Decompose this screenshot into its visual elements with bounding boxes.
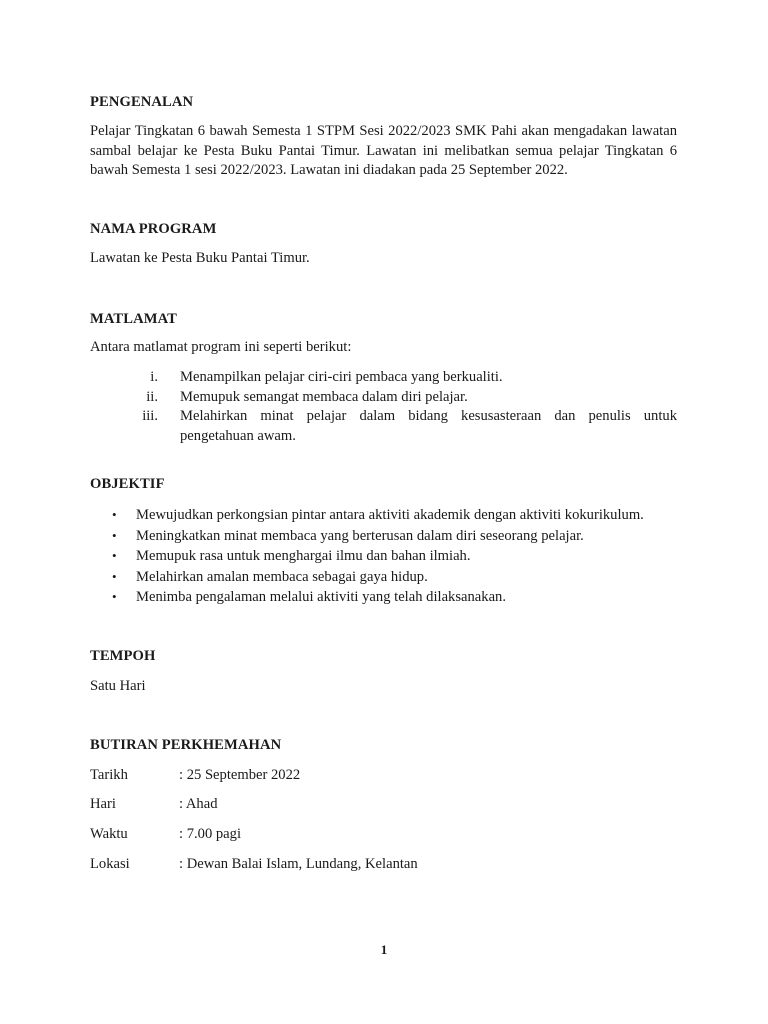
bullet-icon: • xyxy=(112,568,117,584)
bullet-icon: • xyxy=(112,527,117,543)
bullet-icon: • xyxy=(112,507,117,522)
paragraph-pengenalan: Pelajar Tingkatan 6 bawah Semesta 1 STPM Sesi 2022/2023 SMK Pahi akan mengadakan lawatan sambal belajar ke Pesta Buku Pantai Timur. Lawatan ini melibatkan semua pelajar Tingkatan 6 bawah Semesta 1 sesi 2022/2023. Lawatan ini diadakan pada 25 September 2022. xyxy=(90,123,677,178)
section-matlamat-intro xyxy=(90,338,677,358)
list-item-text: Memupuk semangat membaca dalam diri pelajar. xyxy=(180,388,468,405)
bullet-icon: • xyxy=(112,589,117,604)
list-item xyxy=(90,546,677,567)
section-objektif xyxy=(90,475,677,494)
detail-row-lokasi xyxy=(90,854,677,874)
section-pengenalan xyxy=(90,93,677,112)
section-heading: BUTIRAN PERKHEMAHAN xyxy=(90,737,282,753)
section-butiran xyxy=(90,736,677,755)
list-item xyxy=(90,526,677,547)
list-item-text: Mewujudkan perkongsian pintar antara aktiviti akademik dengan aktiviti kokurikulum. xyxy=(136,507,644,523)
detail-value: : Ahad xyxy=(179,796,218,812)
objektif-list xyxy=(90,505,677,608)
section-tempoh xyxy=(90,647,677,666)
list-item xyxy=(90,388,677,408)
detail-row-tarikh xyxy=(90,765,677,785)
list-item-text: Melahirkan amalan membaca sebagai gaya hidup. xyxy=(136,568,428,585)
detail-value: : 25 September 2022 xyxy=(179,767,301,783)
list-item-text: Memupuk rasa untuk menghargai ilmu dan bahan ilmiah. xyxy=(136,548,471,564)
detail-row-waktu xyxy=(90,824,677,844)
list-item-text: Melahirkan minat pelajar dalam bidang kesusasteraan dan penulis untuk pengetahuan awam. xyxy=(180,408,677,444)
section-heading: PENGENALAN xyxy=(90,94,194,110)
detail-value: : Dewan Balai Islam, Lundang, Kelantan xyxy=(179,856,418,872)
list-item-text: Menimba pengalaman melalui aktiviti yang telah dilaksanakan. xyxy=(136,589,506,605)
list-item xyxy=(90,567,677,588)
bullet-icon: • xyxy=(112,548,117,563)
section-nama-program xyxy=(90,220,677,239)
section-tempoh-body xyxy=(90,677,677,697)
detail-value: : 7.00 pagi xyxy=(179,826,242,842)
detail-row-hari xyxy=(90,794,677,814)
paragraph-tempoh: Satu Hari xyxy=(90,678,146,694)
list-item-text: Meningkatkan minat membaca yang berterusan dalam diri seseorang pelajar. xyxy=(136,527,584,544)
section-matlamat xyxy=(90,310,677,329)
list-item-number: iii. xyxy=(142,408,158,424)
list-item xyxy=(90,368,677,388)
section-heading: MATLAMAT xyxy=(90,311,178,327)
detail-label: Waktu xyxy=(90,826,128,842)
list-item xyxy=(90,407,677,446)
section-heading: TEMPOH xyxy=(90,648,156,664)
page-number: 1 xyxy=(380,942,388,957)
paragraph-matlamat-intro: Antara matlamat program ini seperti berikut: xyxy=(90,339,352,355)
section-heading: OBJEKTIF xyxy=(90,476,165,492)
matlamat-list xyxy=(90,368,677,446)
detail-label: Lokasi xyxy=(90,856,130,872)
list-item-number: ii. xyxy=(146,388,158,405)
list-item xyxy=(90,505,677,526)
detail-label: Tarikh xyxy=(90,767,128,783)
list-item-text: Menampilkan pelajar ciri-ciri pembaca yang berkualiti. xyxy=(180,369,503,385)
paragraph-nama-program: Lawatan ke Pesta Buku Pantai Timur. xyxy=(90,250,310,266)
section-pengenalan-body xyxy=(90,122,677,181)
section-heading: NAMA PROGRAM xyxy=(90,221,217,237)
detail-label: Hari xyxy=(90,796,116,812)
section-nama-program-body xyxy=(90,249,677,269)
list-item-number: i. xyxy=(150,369,158,385)
list-item xyxy=(90,587,677,608)
